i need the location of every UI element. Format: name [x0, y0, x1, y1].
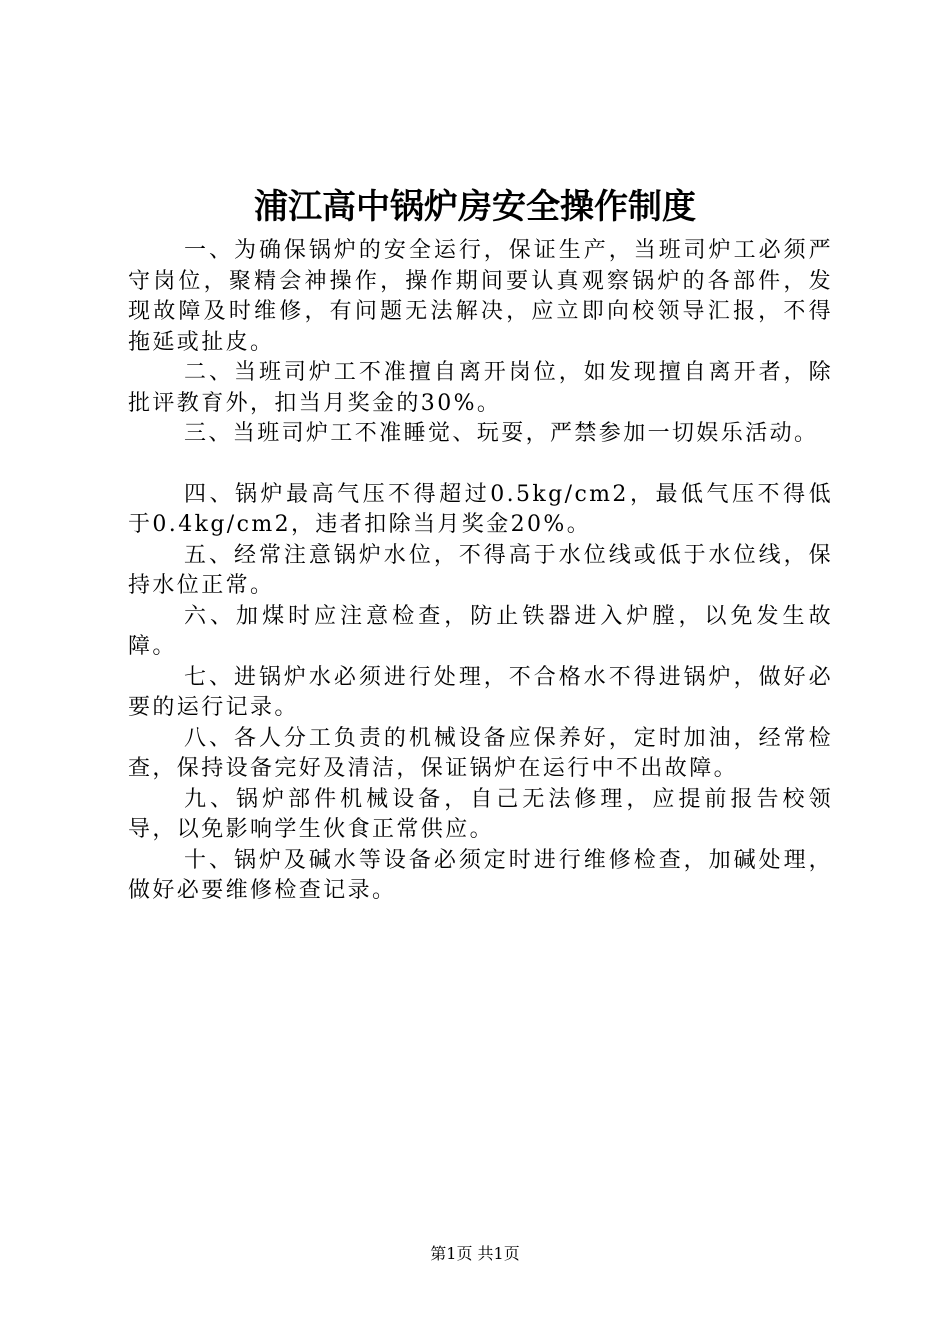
paragraph-8: 八、各人分工负责的机械设备应保养好，定时加油，经常检查，保持设备完好及清洁，保证锅炉在运行中不出故障。: [128, 725, 833, 781]
paragraph-9: 九、锅炉部件机械设备，自己无法修理，应提前报告校领导，以免影响学生伙食正常供应。: [128, 786, 833, 842]
document-title: 浦江高中锅炉房安全操作制度: [254, 187, 696, 227]
page-footer: 第1页 共1页: [430, 1244, 520, 1263]
paragraph-6: 六、加煤时应注意检查，防止铁器进入炉膛，以免发生故障。: [128, 603, 833, 659]
paragraph-5: 五、经常注意锅炉水位，不得高于水位线或低于水位线，保持水位正常。: [128, 542, 833, 598]
paragraph-4: 四、锅炉最高气压不得超过0.5kg/cm2，最低气压不得低于0.4kg/cm2，违者扣除当月奖金20%。: [128, 481, 833, 537]
paragraph-1: 一、为确保锅炉的安全运行，保证生产，当班司炉工必须严守岗位，聚精会神操作，操作期间要认真观察锅炉的各部件，发现故障及时维修，有问题无法解决，应立即向校领导汇报，不得拖延或扯皮。: [128, 238, 833, 355]
document-body: [128, 236, 833, 907]
paragraph-10: 十、锅炉及碱水等设备必须定时进行维修检查，加碱处理，做好必要维修检查记录。: [128, 847, 833, 903]
paragraph-7: 七、进锅炉水必须进行处理，不合格水不得进锅炉，做好必要的运行记录。: [128, 664, 833, 720]
paragraph-3: 三、当班司炉工不准睡觉、玩耍，严禁参加一切娱乐活动。: [184, 421, 819, 446]
paragraph-2: 二、当班司炉工不准擅自离开岗位，如发现擅自离开者，除批评教育外，扣当月奖金的30%。: [128, 360, 833, 416]
